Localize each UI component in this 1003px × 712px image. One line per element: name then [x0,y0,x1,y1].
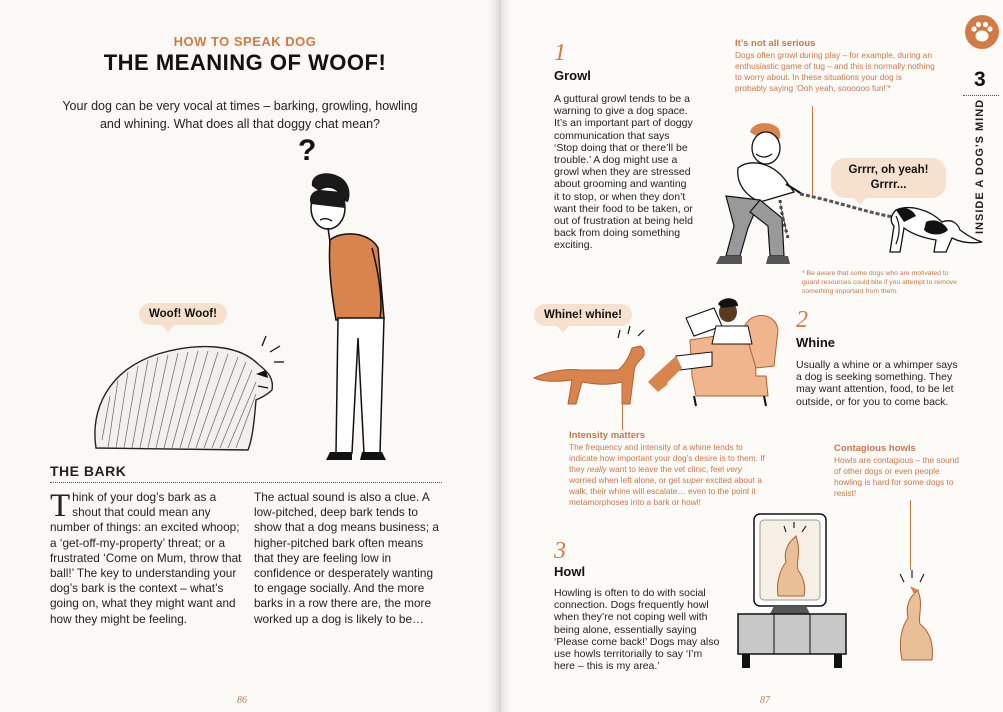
shaggy-dog-illustration [88,330,288,460]
growl-body: A guttural growl tends to be a warning to give a dog space. It’s an important part of doggy communication that says ‘Stop doing that or there’ll be trouble.’ A dog might use a growl when they are stressed about grooming and wanting it to stop, or when they don’t want their food to be taken, or out of frustration at being held back from doing something exciting. [554,93,693,252]
whine-number: 2 [796,307,808,333]
whine-heading: Whine [796,335,835,350]
note-intensity-body: The frequency and intensity of a whine tends to indicate how important your dog’s desire is to them. If they really want to leave the vet clinic, feel very worried when left alone, or get super excited about a walk, their whine will escalate… even to the point it metamorphoses into a bark or howl! [569,442,765,507]
left-page [0,0,500,712]
drop-cap: T [50,488,71,524]
note-serious-body: Dogs often growl during play – for example, during an enthusiastic game of tug – and this is normally nothing to worry about. In these situations your dog is probably saying ‘Ooh yeah, soooooo fun!’* [735,50,935,93]
leader-line-intensity [622,378,623,430]
growl-number: 1 [554,40,566,66]
page-title: THE MEANING OF WOOF! [103,50,387,75]
bark-column-2: The actual sound is also a clue. A low-pitched, deep bark tends to show that a dog means business; a higher-pitched bark often means that they are feeling low in confidence or desperately wanting to engage socially. And the more barks in a row there are, the more worked up a dog is likely to be… [254,490,439,626]
bark-heading: THE BARK [50,463,127,479]
heading-rule [50,482,442,483]
question-mark: ? [298,134,317,167]
note-contagious-body: Howls are contagious – the sound of other dogs or even people howling is hard for some dogs to resist! [834,455,959,498]
bark-text-1: hink of your dog’s bark as a shout that could mean any number of things: an excited whoop; a ‘get-off-my-property’ threat; or a frustrated ‘Come on Mum, throw that ball!’ The key to understanding your dog’s bark is the context – what’s going on, what they might want and how they might be feeling. [50,490,242,626]
leader-line-contagious [910,500,911,570]
chapter-number: 3 [974,68,986,91]
howl-body: Howling is often to do with social connection. Dogs frequently howl when they’re not coping well with being alone, essentially saying ‘Please come back!’ Dogs may also use howls territorially to say ‘I’m here – this is my area.’ [554,587,720,673]
howl-heading: Howl [554,564,586,579]
whine-bubble: Whine! whine! [534,304,632,326]
page-number-left: 86 [237,695,247,706]
howling-dog-illustration [890,568,950,664]
footnote: * Be aware that some dogs who are motivated to guard resources could bite if you attempt to remove something important from them. [802,270,957,295]
page-kicker: HOW TO SPEAK DOG [173,34,317,49]
chapter-rule [963,95,999,96]
paw-icon [964,14,1000,50]
woof-bubble: Woof! Woof! [139,303,227,325]
bark-column-1 [50,490,242,627]
page-number-right: 87 [760,695,770,706]
chapter-title: INSIDE A DOG'S MIND [974,98,986,234]
man-illustration [290,168,400,468]
note-serious-heading: It’s not all serious [735,38,816,49]
right-page [500,0,1003,712]
grrr-text: Grrrr, oh yeah! Grrrr... [848,164,929,191]
tv-howling-illustration [734,510,854,676]
dog-and-reader-illustration [526,296,796,416]
growl-heading: Growl [554,68,591,83]
note-contagious-heading: Contagious howls [834,443,916,454]
grrr-bubble [831,158,946,198]
note-intensity-heading: Intensity matters [569,430,646,441]
whine-body: Usually a whine or a whimper says a dog is seeking something. They may want attention, food, to be let outside, or for you to come back. [796,359,958,408]
howl-number: 3 [554,538,566,564]
intro-text: Your dog can be very vocal at times – barking, growling, howling and whining. What does all that doggy chat mean? [62,99,418,131]
